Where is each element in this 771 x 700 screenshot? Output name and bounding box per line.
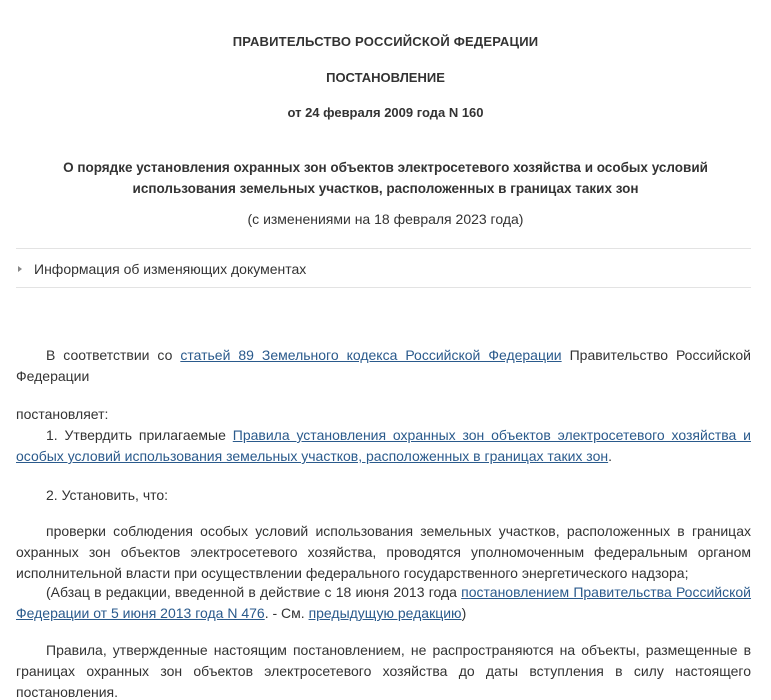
divider-bottom — [16, 287, 751, 288]
document-title-text: О порядке установления охранных зон объектов электросетевого хозяйства и особых условий использования земельных участков, расположенных в границах таких зон — [63, 160, 708, 196]
paragraph-resolves: постановляет: — [16, 406, 109, 422]
amendment-mid: . - См. — [264, 605, 309, 621]
link-resolution-476[interactable]: постановлением Правительства Российской Федерации от 5 июня 2013 года N 476 — [16, 584, 752, 621]
amendment-text: (Абзац в редакции, введенной в действие с 18 июня 2013 года — [46, 584, 462, 600]
info-expander-label: Информация об изменяющих документах — [34, 261, 307, 277]
document-date-number: от 24 февраля 2009 года N 160 — [287, 105, 484, 120]
government-heading: ПРАВИТЕЛЬСТВО РОССИЙСКОЙ ФЕДЕРАЦИИ — [232, 34, 539, 49]
paragraph-item-2: 2. Установить, что: — [46, 487, 169, 503]
item-1-end: . — [608, 448, 612, 464]
caret-right-icon — [18, 266, 22, 272]
info-expander[interactable] — [16, 259, 306, 279]
link-land-code-article[interactable]: статьей 89 Земельного кодекса Российской Федерации — [180, 347, 562, 363]
paragraph-preamble — [16, 345, 751, 387]
document-title — [0, 157, 771, 199]
paragraph-item-1 — [16, 425, 751, 467]
changes-note: (с изменениями на 18 февраля 2023 года) — [247, 211, 524, 227]
document-type-heading: ПОСТАНОВЛЕНИЕ — [326, 70, 445, 85]
link-previous-edition[interactable]: предыдущую редакцию — [308, 605, 462, 621]
preamble-text-end: Правительство Российской Федерации — [16, 347, 752, 384]
divider-top — [16, 248, 751, 249]
paragraph-rules-scope: Правила, утвержденные настоящим постановлением, не распространяются на объекты, размещенные в границах охранных зон объектов электросетевого хозяйства до даты вступления в силу настоящего постановления. — [16, 642, 751, 700]
item-1-text: 1. Утвердить прилагаемые — [46, 427, 233, 443]
amendment-end: ) — [461, 605, 467, 621]
link-rules[interactable]: Правила установления охранных зон объектов электросетевого хозяйства и особых условий использования земельных участков, расположенных в границах таких зон — [16, 427, 751, 464]
paragraph-amendment-note — [16, 582, 751, 624]
paragraph-inspections: проверки соблюдения особых условий использования земельных участков, расположенных в границах охранных зон объектов электросетевого хозяйства, проводятся уполномоченным федеральным органом исполнительной власти при осуществлении федерального государственного энергетического надзора; — [16, 523, 751, 581]
preamble-text: В соответствии со — [46, 347, 181, 363]
